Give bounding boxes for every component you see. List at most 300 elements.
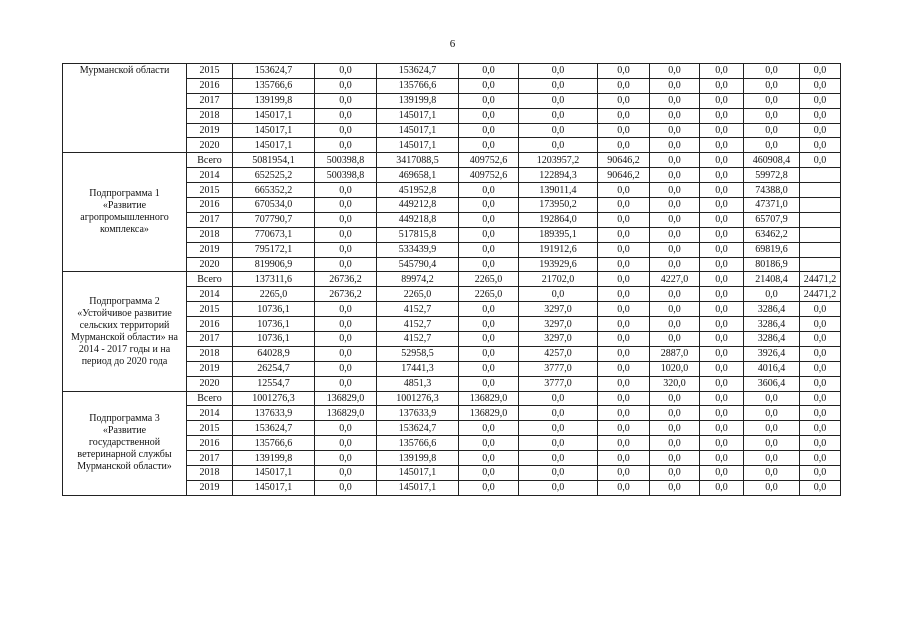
- value-cell: 0,0: [315, 302, 377, 317]
- value-cell: 136829,0: [459, 406, 519, 421]
- value-cell: 0,0: [650, 212, 700, 227]
- value-cell: 460908,4: [744, 153, 800, 168]
- value-cell: 0,0: [598, 436, 650, 451]
- value-cell: [800, 227, 841, 242]
- value-cell: 3297,0: [519, 317, 598, 332]
- value-cell: 0,0: [800, 436, 841, 451]
- value-cell: 0,0: [519, 123, 598, 138]
- value-cell: 153624,7: [377, 64, 459, 79]
- value-cell: 173950,2: [519, 198, 598, 213]
- value-cell: 145017,1: [377, 123, 459, 138]
- value-cell: 3297,0: [519, 302, 598, 317]
- year-cell: 2018: [187, 227, 233, 242]
- value-cell: 0,0: [650, 168, 700, 183]
- value-cell: 0,0: [800, 361, 841, 376]
- value-cell: 10736,1: [233, 302, 315, 317]
- value-cell: 3286,4: [744, 317, 800, 332]
- value-cell: 0,0: [650, 153, 700, 168]
- value-cell: 0,0: [315, 212, 377, 227]
- value-cell: 0,0: [315, 123, 377, 138]
- value-cell: 0,0: [315, 78, 377, 93]
- value-cell: 0,0: [519, 421, 598, 436]
- value-cell: 0,0: [598, 227, 650, 242]
- value-cell: 0,0: [459, 257, 519, 272]
- value-cell: 135766,6: [377, 78, 459, 93]
- value-cell: 0,0: [315, 198, 377, 213]
- value-cell: 0,0: [315, 242, 377, 257]
- value-cell: 145017,1: [233, 466, 315, 481]
- value-cell: 0,0: [519, 406, 598, 421]
- year-cell: 2016: [187, 198, 233, 213]
- value-cell: 80186,9: [744, 257, 800, 272]
- value-cell: 0,0: [459, 78, 519, 93]
- year-cell: 2018: [187, 346, 233, 361]
- value-cell: 0,0: [700, 391, 744, 406]
- value-cell: 145017,1: [233, 480, 315, 495]
- value-cell: 0,0: [700, 183, 744, 198]
- value-cell: 449218,8: [377, 212, 459, 227]
- value-cell: 4257,0: [519, 346, 598, 361]
- value-cell: 0,0: [650, 78, 700, 93]
- value-cell: 0,0: [700, 227, 744, 242]
- value-cell: 153624,7: [233, 64, 315, 79]
- value-cell: 0,0: [598, 480, 650, 495]
- value-cell: 0,0: [744, 421, 800, 436]
- year-cell: 2019: [187, 242, 233, 257]
- value-cell: 0,0: [800, 123, 841, 138]
- value-cell: 69819,6: [744, 242, 800, 257]
- value-cell: 517815,8: [377, 227, 459, 242]
- value-cell: 652525,2: [233, 168, 315, 183]
- value-cell: 26736,2: [315, 287, 377, 302]
- year-cell: Всего: [187, 272, 233, 287]
- value-cell: 0,0: [315, 361, 377, 376]
- value-cell: 63462,2: [744, 227, 800, 242]
- value-cell: 0,0: [800, 78, 841, 93]
- year-cell: 2017: [187, 212, 233, 227]
- value-cell: 409752,6: [459, 153, 519, 168]
- value-cell: 0,0: [650, 406, 700, 421]
- value-cell: 193929,6: [519, 257, 598, 272]
- value-cell: 0,0: [800, 466, 841, 481]
- value-cell: 0,0: [459, 361, 519, 376]
- value-cell: 0,0: [315, 332, 377, 347]
- value-cell: 137311,6: [233, 272, 315, 287]
- value-cell: 0,0: [800, 346, 841, 361]
- value-cell: 0,0: [459, 108, 519, 123]
- value-cell: 0,0: [700, 168, 744, 183]
- value-cell: 0,0: [459, 212, 519, 227]
- value-cell: 0,0: [700, 436, 744, 451]
- value-cell: 90646,2: [598, 153, 650, 168]
- value-cell: 0,0: [598, 93, 650, 108]
- value-cell: 90646,2: [598, 168, 650, 183]
- value-cell: 137633,9: [377, 406, 459, 421]
- value-cell: 135766,6: [233, 78, 315, 93]
- value-cell: 0,0: [315, 466, 377, 481]
- value-cell: 145017,1: [233, 123, 315, 138]
- value-cell: 1203957,2: [519, 153, 598, 168]
- value-cell: 0,0: [519, 78, 598, 93]
- program-name-cell: Подпрограмма 1 «Развитие агропромышленного комплекса»: [63, 153, 187, 272]
- value-cell: 500398,8: [315, 153, 377, 168]
- value-cell: 0,0: [744, 123, 800, 138]
- value-cell: 2887,0: [650, 346, 700, 361]
- value-cell: 1020,0: [650, 361, 700, 376]
- year-cell: 2019: [187, 480, 233, 495]
- value-cell: 0,0: [598, 78, 650, 93]
- value-cell: 0,0: [744, 287, 800, 302]
- value-cell: 139199,8: [233, 93, 315, 108]
- value-cell: 0,0: [800, 451, 841, 466]
- value-cell: 0,0: [700, 64, 744, 79]
- value-cell: [800, 257, 841, 272]
- value-cell: 0,0: [459, 317, 519, 332]
- value-cell: 0,0: [459, 242, 519, 257]
- value-cell: 469658,1: [377, 168, 459, 183]
- value-cell: 0,0: [598, 108, 650, 123]
- value-cell: 74388,0: [744, 183, 800, 198]
- value-cell: 0,0: [744, 451, 800, 466]
- value-cell: 0,0: [519, 391, 598, 406]
- value-cell: 0,0: [650, 198, 700, 213]
- value-cell: 0,0: [459, 466, 519, 481]
- value-cell: 0,0: [650, 108, 700, 123]
- value-cell: 136829,0: [459, 391, 519, 406]
- value-cell: 145017,1: [377, 138, 459, 153]
- value-cell: 0,0: [598, 302, 650, 317]
- value-cell: 59972,8: [744, 168, 800, 183]
- value-cell: 0,0: [459, 227, 519, 242]
- value-cell: 0,0: [650, 123, 700, 138]
- value-cell: 0,0: [598, 332, 650, 347]
- value-cell: 2265,0: [233, 287, 315, 302]
- value-cell: 0,0: [459, 451, 519, 466]
- value-cell: 0,0: [598, 272, 650, 287]
- value-cell: 4227,0: [650, 272, 700, 287]
- value-cell: 0,0: [744, 466, 800, 481]
- value-cell: 0,0: [315, 436, 377, 451]
- value-cell: 0,0: [700, 421, 744, 436]
- value-cell: 139199,8: [377, 451, 459, 466]
- value-cell: 0,0: [519, 138, 598, 153]
- value-cell: 0,0: [650, 480, 700, 495]
- value-cell: 0,0: [650, 302, 700, 317]
- value-cell: 24471,2: [800, 287, 841, 302]
- value-cell: 0,0: [700, 346, 744, 361]
- value-cell: 3606,4: [744, 376, 800, 391]
- value-cell: 0,0: [459, 346, 519, 361]
- value-cell: 0,0: [700, 123, 744, 138]
- value-cell: 145017,1: [233, 138, 315, 153]
- year-cell: Всего: [187, 153, 233, 168]
- value-cell: 0,0: [459, 64, 519, 79]
- value-cell: 0,0: [598, 183, 650, 198]
- year-cell: 2019: [187, 361, 233, 376]
- value-cell: 0,0: [315, 451, 377, 466]
- value-cell: 0,0: [598, 346, 650, 361]
- value-cell: 0,0: [459, 436, 519, 451]
- value-cell: 139199,8: [233, 451, 315, 466]
- value-cell: 0,0: [800, 376, 841, 391]
- value-cell: 0,0: [519, 466, 598, 481]
- value-cell: 2265,0: [459, 272, 519, 287]
- value-cell: 145017,1: [377, 480, 459, 495]
- value-cell: 21408,4: [744, 272, 800, 287]
- program-name-cell: Подпрограмма 3 «Развитие государственной ветеринарной службы Мурманской области»: [63, 391, 187, 495]
- value-cell: 3286,4: [744, 302, 800, 317]
- value-cell: 0,0: [598, 361, 650, 376]
- value-cell: 0,0: [598, 257, 650, 272]
- value-cell: 0,0: [650, 138, 700, 153]
- year-cell: 2020: [187, 138, 233, 153]
- value-cell: 0,0: [598, 198, 650, 213]
- value-cell: 0,0: [650, 466, 700, 481]
- value-cell: 533439,9: [377, 242, 459, 257]
- value-cell: 0,0: [459, 138, 519, 153]
- value-cell: 3417088,5: [377, 153, 459, 168]
- value-cell: 0,0: [459, 480, 519, 495]
- year-cell: 2015: [187, 421, 233, 436]
- year-cell: 2015: [187, 302, 233, 317]
- value-cell: 0,0: [459, 376, 519, 391]
- value-cell: 24471,2: [800, 272, 841, 287]
- value-cell: 192864,0: [519, 212, 598, 227]
- year-cell: 2018: [187, 466, 233, 481]
- value-cell: 0,0: [700, 93, 744, 108]
- value-cell: 0,0: [800, 391, 841, 406]
- value-cell: 0,0: [519, 108, 598, 123]
- value-cell: 0,0: [650, 436, 700, 451]
- value-cell: 12554,7: [233, 376, 315, 391]
- value-cell: 2265,0: [459, 287, 519, 302]
- value-cell: 0,0: [650, 227, 700, 242]
- value-cell: [800, 212, 841, 227]
- value-cell: 0,0: [650, 257, 700, 272]
- value-cell: 21702,0: [519, 272, 598, 287]
- value-cell: 4152,7: [377, 302, 459, 317]
- value-cell: 320,0: [650, 376, 700, 391]
- year-cell: 2017: [187, 93, 233, 108]
- value-cell: 3777,0: [519, 361, 598, 376]
- value-cell: 0,0: [800, 317, 841, 332]
- value-cell: 139011,4: [519, 183, 598, 198]
- value-cell: 0,0: [800, 421, 841, 436]
- value-cell: 0,0: [700, 138, 744, 153]
- value-cell: 795172,1: [233, 242, 315, 257]
- value-cell: 0,0: [598, 466, 650, 481]
- table-row: [63, 391, 841, 406]
- table-row: [63, 272, 841, 287]
- value-cell: 0,0: [800, 138, 841, 153]
- value-cell: 0,0: [744, 138, 800, 153]
- value-cell: 0,0: [459, 183, 519, 198]
- value-cell: 0,0: [700, 272, 744, 287]
- value-cell: 10736,1: [233, 332, 315, 347]
- value-cell: 0,0: [315, 346, 377, 361]
- value-cell: 0,0: [598, 212, 650, 227]
- value-cell: 0,0: [650, 64, 700, 79]
- value-cell: 191912,6: [519, 242, 598, 257]
- value-cell: 0,0: [519, 451, 598, 466]
- value-cell: 10736,1: [233, 317, 315, 332]
- value-cell: 0,0: [744, 436, 800, 451]
- value-cell: 1001276,3: [377, 391, 459, 406]
- year-cell: 2019: [187, 123, 233, 138]
- table-row: [63, 153, 841, 168]
- value-cell: 17441,3: [377, 361, 459, 376]
- value-cell: 1001276,3: [233, 391, 315, 406]
- value-cell: 770673,1: [233, 227, 315, 242]
- value-cell: 0,0: [598, 451, 650, 466]
- value-cell: 545790,4: [377, 257, 459, 272]
- value-cell: 0,0: [650, 332, 700, 347]
- value-cell: 0,0: [598, 138, 650, 153]
- value-cell: 0,0: [519, 436, 598, 451]
- value-cell: 0,0: [650, 391, 700, 406]
- value-cell: 0,0: [459, 421, 519, 436]
- value-cell: 0,0: [315, 93, 377, 108]
- value-cell: 0,0: [598, 406, 650, 421]
- value-cell: 0,0: [744, 64, 800, 79]
- value-cell: 0,0: [315, 227, 377, 242]
- value-cell: 0,0: [700, 332, 744, 347]
- value-cell: 0,0: [700, 287, 744, 302]
- value-cell: 0,0: [598, 421, 650, 436]
- value-cell: 0,0: [315, 376, 377, 391]
- value-cell: 670534,0: [233, 198, 315, 213]
- year-cell: 2017: [187, 332, 233, 347]
- value-cell: 0,0: [519, 480, 598, 495]
- value-cell: 4152,7: [377, 332, 459, 347]
- value-cell: 0,0: [800, 93, 841, 108]
- year-cell: 2017: [187, 451, 233, 466]
- value-cell: 0,0: [700, 451, 744, 466]
- year-cell: 2016: [187, 436, 233, 451]
- value-cell: 122894,3: [519, 168, 598, 183]
- value-cell: 409752,6: [459, 168, 519, 183]
- value-cell: 153624,7: [377, 421, 459, 436]
- year-cell: 2014: [187, 406, 233, 421]
- value-cell: 0,0: [519, 93, 598, 108]
- value-cell: 707790,7: [233, 212, 315, 227]
- value-cell: 0,0: [700, 317, 744, 332]
- value-cell: 0,0: [700, 361, 744, 376]
- year-cell: 2016: [187, 317, 233, 332]
- value-cell: 0,0: [598, 317, 650, 332]
- value-cell: 52958,5: [377, 346, 459, 361]
- value-cell: 137633,9: [233, 406, 315, 421]
- value-cell: 0,0: [700, 257, 744, 272]
- value-cell: 0,0: [650, 421, 700, 436]
- value-cell: 3297,0: [519, 332, 598, 347]
- value-cell: 2265,0: [377, 287, 459, 302]
- value-cell: 0,0: [700, 466, 744, 481]
- value-cell: 0,0: [744, 78, 800, 93]
- value-cell: 0,0: [800, 64, 841, 79]
- year-cell: 2016: [187, 78, 233, 93]
- value-cell: [800, 198, 841, 213]
- value-cell: 47371,0: [744, 198, 800, 213]
- value-cell: 0,0: [800, 332, 841, 347]
- value-cell: [800, 168, 841, 183]
- year-cell: 2020: [187, 257, 233, 272]
- year-cell: 2014: [187, 168, 233, 183]
- value-cell: 0,0: [519, 287, 598, 302]
- value-cell: 4152,7: [377, 317, 459, 332]
- value-cell: 0,0: [598, 391, 650, 406]
- value-cell: 189395,1: [519, 227, 598, 242]
- value-cell: 153624,7: [233, 421, 315, 436]
- value-cell: 0,0: [800, 406, 841, 421]
- value-cell: 0,0: [744, 93, 800, 108]
- year-cell: 2015: [187, 183, 233, 198]
- value-cell: 3777,0: [519, 376, 598, 391]
- value-cell: 449212,8: [377, 198, 459, 213]
- value-cell: 0,0: [459, 332, 519, 347]
- value-cell: 0,0: [650, 451, 700, 466]
- value-cell: 139199,8: [377, 93, 459, 108]
- value-cell: 0,0: [700, 302, 744, 317]
- value-cell: 0,0: [598, 242, 650, 257]
- value-cell: 451952,8: [377, 183, 459, 198]
- value-cell: 665352,2: [233, 183, 315, 198]
- value-cell: 0,0: [700, 242, 744, 257]
- value-cell: 500398,8: [315, 168, 377, 183]
- value-cell: 0,0: [700, 376, 744, 391]
- value-cell: 4851,3: [377, 376, 459, 391]
- value-cell: 135766,6: [377, 436, 459, 451]
- value-cell: 136829,0: [315, 406, 377, 421]
- value-cell: 145017,1: [377, 108, 459, 123]
- value-cell: 0,0: [700, 153, 744, 168]
- year-cell: 2014: [187, 287, 233, 302]
- value-cell: 0,0: [650, 242, 700, 257]
- value-cell: 0,0: [315, 183, 377, 198]
- value-cell: 0,0: [744, 391, 800, 406]
- year-cell: 2020: [187, 376, 233, 391]
- value-cell: 136829,0: [315, 391, 377, 406]
- value-cell: 0,0: [459, 123, 519, 138]
- value-cell: 64028,9: [233, 346, 315, 361]
- value-cell: 0,0: [744, 406, 800, 421]
- value-cell: 0,0: [800, 153, 841, 168]
- value-cell: 0,0: [800, 302, 841, 317]
- value-cell: 0,0: [315, 108, 377, 123]
- value-cell: 0,0: [459, 302, 519, 317]
- page-number: 6: [449, 38, 456, 50]
- value-cell: 0,0: [700, 212, 744, 227]
- value-cell: 0,0: [700, 406, 744, 421]
- value-cell: 0,0: [650, 93, 700, 108]
- value-cell: 0,0: [700, 108, 744, 123]
- value-cell: 3286,4: [744, 332, 800, 347]
- value-cell: 0,0: [315, 138, 377, 153]
- value-cell: 0,0: [598, 376, 650, 391]
- value-cell: [800, 242, 841, 257]
- value-cell: 0,0: [598, 64, 650, 79]
- value-cell: 26254,7: [233, 361, 315, 376]
- value-cell: 0,0: [800, 108, 841, 123]
- value-cell: 145017,1: [377, 466, 459, 481]
- value-cell: 0,0: [459, 93, 519, 108]
- value-cell: 0,0: [598, 123, 650, 138]
- value-cell: 0,0: [315, 421, 377, 436]
- table-body: [63, 64, 841, 496]
- value-cell: 4016,4: [744, 361, 800, 376]
- value-cell: 0,0: [650, 287, 700, 302]
- value-cell: 65707,9: [744, 212, 800, 227]
